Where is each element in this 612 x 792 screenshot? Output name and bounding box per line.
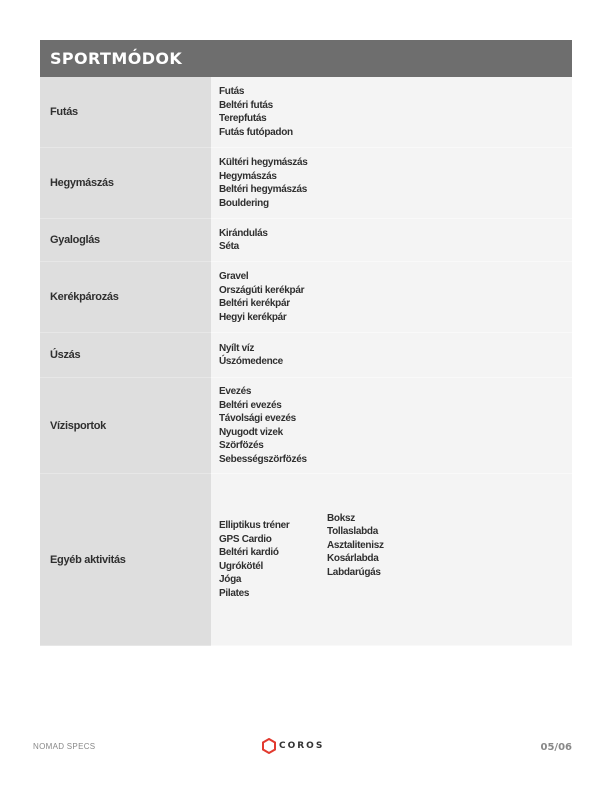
row-uszas — [40, 333, 572, 378]
row-values — [211, 219, 572, 262]
value-item: Asztalitenisz — [327, 539, 384, 551]
value-item: Távolsági evezés — [219, 413, 296, 424]
value-item: Nyugodt vizek — [219, 426, 283, 438]
row-egyeb-aktivitas — [40, 474, 572, 646]
value-item: Országúti kerékpár — [219, 284, 305, 296]
sport-modes-table — [40, 77, 572, 646]
row-label: Úszás — [40, 333, 211, 378]
value-item: Bouldering — [219, 197, 269, 209]
value-item: Beltéri futás — [219, 99, 273, 111]
value-item: Beltéri hegymászás — [219, 184, 307, 195]
value-item: Ugrókötél — [219, 560, 263, 572]
value-item: Beltéri evezés — [219, 399, 282, 411]
row-values — [211, 262, 572, 333]
value-item: Elliptikus tréner — [219, 520, 290, 531]
row-hegymaszas — [40, 148, 572, 219]
row-values — [211, 474, 572, 646]
value-column — [219, 519, 290, 600]
row-label: Vízisportok — [40, 378, 211, 474]
value-item: Futás — [219, 86, 245, 97]
coros-logo — [262, 738, 324, 754]
value-item: Kültéri hegymászás — [219, 157, 308, 168]
value-item: Terepfutás — [219, 113, 267, 124]
value-item: Gravel — [219, 271, 249, 282]
value-item: Séta — [219, 241, 239, 252]
row-label: Kerékpározás — [40, 262, 211, 333]
row-label: Gyaloglás — [40, 219, 211, 262]
value-item: Kirándulás — [219, 227, 268, 239]
value-item: Hegyi kerékpár — [219, 311, 287, 323]
row-label: Egyéb aktivitás — [40, 474, 211, 646]
row-futas — [40, 77, 572, 148]
row-label: Futás — [40, 77, 211, 148]
value-item: GPS Cardio — [219, 533, 272, 545]
value-item: Úszómedence — [219, 356, 283, 367]
row-values — [211, 148, 572, 219]
value-item: Futás futópadon — [219, 126, 293, 138]
value-item: Boksz — [327, 512, 355, 524]
logo-wordmark: COROS — [279, 741, 325, 751]
row-gyalogas — [40, 219, 572, 262]
value-item: Pilates — [219, 587, 250, 599]
row-values — [211, 378, 572, 474]
page-number: 05/06 — [540, 742, 572, 753]
value-column — [327, 512, 384, 580]
value-item: Sebességszörfözés — [219, 453, 307, 465]
value-item: Nyílt víz — [219, 342, 255, 354]
hexagon-logo-icon — [262, 738, 276, 754]
value-item: Szörfözés — [219, 440, 264, 451]
value-item: Hegymászás — [219, 170, 277, 182]
row-label: Hegymászás — [40, 148, 211, 219]
row-kerekparozas — [40, 262, 572, 333]
row-values — [211, 77, 572, 148]
value-item: Beltéri kardió — [219, 547, 279, 558]
page-title: SPORTMÓDOK — [40, 40, 572, 77]
row-vizisportok — [40, 378, 572, 474]
value-item: Labdarúgás — [327, 566, 381, 578]
value-item: Tollaslabda — [327, 526, 378, 538]
value-item: Evezés — [219, 386, 252, 397]
value-item: Kosárlabda — [327, 553, 379, 565]
row-values — [211, 333, 572, 378]
document-name: NOMAD SPECS — [33, 742, 96, 751]
value-item: Beltéri kerékpár — [219, 298, 290, 309]
value-item: Jóga — [219, 574, 242, 585]
